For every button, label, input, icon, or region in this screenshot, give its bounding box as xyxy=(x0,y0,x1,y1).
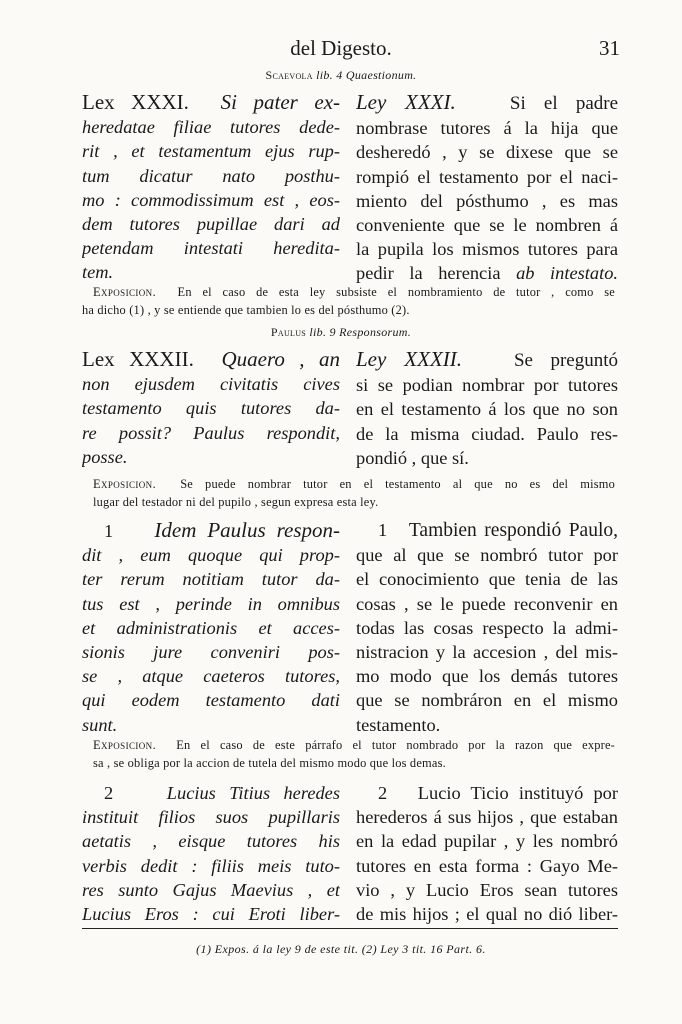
spanish-line: pedir la herencia ab intestato. xyxy=(356,263,618,284)
footnote-rule xyxy=(82,928,618,929)
spanish-line: tutores en esta forma : Gayo Me- xyxy=(356,855,618,876)
latin-line: Lex XXXI. Si pater ex- xyxy=(82,90,340,114)
exposition-3 xyxy=(93,736,615,772)
spanish-line: nistracion y la accesion , del mis- xyxy=(356,642,618,663)
exposition-line: sa , se obliga por la accion de tutela del mismo modo que los demas. xyxy=(93,756,446,770)
spanish-line: nombrase tutores á la hija que xyxy=(356,118,618,139)
spanish-text-paragraph-1 xyxy=(356,518,618,737)
spanish-text-ley-32 xyxy=(356,347,618,470)
latin-line: instituit filios suos pupillaris xyxy=(82,807,340,828)
latin-line: qui eodem testamento dati xyxy=(82,690,340,711)
spanish-line: desheredó , y se dixese que se xyxy=(356,142,618,163)
page-number: 31 xyxy=(599,36,620,60)
spanish-line: rompió el testamento por el naci- xyxy=(356,166,618,187)
latin-line: petendam intestati heredita- xyxy=(82,238,340,259)
spanish-line: de la misma ciudad. Paulo res- xyxy=(356,423,618,444)
source-work: lib. 4 Quaestionum. xyxy=(316,68,417,82)
latin-line: mo : commodissimum est , eos- xyxy=(82,189,340,210)
source-work: lib. 9 Responsorum. xyxy=(309,325,412,339)
spanish-line: conveniente que se le nombren á xyxy=(356,215,618,236)
latin-line: aetatis , eisque tutores his xyxy=(82,831,340,852)
latin-text-lex-31 xyxy=(82,90,340,285)
latin-line: res sunto Gajus Maevius , et xyxy=(82,879,340,900)
latin-line: heredatae filiae tutores dede- xyxy=(82,117,340,138)
spanish-line: si se podian nombrar por tutores xyxy=(356,375,618,396)
latin-line: sionis jure conveniri pos- xyxy=(82,642,340,663)
latin-text-lex-32 xyxy=(82,347,340,469)
spanish-line: miento del pósthumo , es mas xyxy=(356,190,618,211)
latin-line: tus est , perinde in omnibus xyxy=(82,593,340,614)
spanish-text-paragraph-2 xyxy=(356,781,618,926)
source-author: Paulus xyxy=(270,325,307,339)
latin-line: dit , eum quoque qui prop- xyxy=(82,545,340,566)
spanish-line: de mis hijos ; el qual no dió liber- xyxy=(356,904,618,925)
exposition-line: Exposicion. Se puede nombrar tutor en el testamento al que no es del mismo xyxy=(93,477,615,491)
latin-text-paragraph-2 xyxy=(82,781,340,926)
latin-line: se , atque caeteros tutores, xyxy=(82,666,340,687)
source-author: Scaevola xyxy=(265,68,313,82)
spanish-line: 2 Lucio Ticio instituyó por xyxy=(378,783,618,803)
latin-line: testamento quis tutores da- xyxy=(82,398,340,419)
latin-line: re possit? Paulus respondit, xyxy=(82,422,340,443)
spanish-line: 1 Tambien respondió Paulo, xyxy=(378,520,618,541)
latin-line: tum dicatur nato posthu- xyxy=(82,165,340,186)
latin-line: tem. xyxy=(82,262,114,283)
spanish-line: que al que se nombró tutor por xyxy=(356,545,618,566)
exposition-line: lugar del testador ni del pupilo , segun expresa esta ley. xyxy=(93,495,379,509)
exposition-line: ha dicho (1) , y se entiende que tambien lo es del pósthumo (2). xyxy=(82,303,410,317)
exposition-line: Exposicion. En el caso de esta ley subsiste el nombramiento de tutor , como se xyxy=(93,285,615,299)
running-head xyxy=(0,36,682,66)
latin-line: 2 Lucius Titius heredes xyxy=(104,783,340,803)
spanish-line: cosas , se le puede reconvenir en xyxy=(356,593,618,614)
spanish-line: pondió , que sí. xyxy=(356,447,469,468)
spanish-line: Ley XXXI. Si el padre xyxy=(356,90,618,114)
latin-line: dem tutores pupillae dari ad xyxy=(82,214,340,235)
spanish-line: herederos á sus hijos , que estaban xyxy=(356,807,618,828)
latin-text-paragraph-1 xyxy=(82,518,340,737)
spanish-line: en el testamento á los que no son xyxy=(356,399,618,420)
spanish-line: que se nombráron en el mismo xyxy=(356,690,618,711)
exposition-2 xyxy=(93,475,615,511)
spanish-line: mo modo que los demás tutores xyxy=(356,666,618,687)
exposition-line: Exposicion. En el caso de este párrafo el tutor nombrado por la razon que expre- xyxy=(93,738,615,752)
latin-line: verbis dedit : filiis meis tuto- xyxy=(82,855,340,876)
footnote: (1) Expos. á la ley 9 de este tit. (2) Ley 3 tit. 16 Part. 6. xyxy=(196,942,486,956)
latin-line: non ejusdem civitatis cives xyxy=(82,374,340,395)
spanish-line: la pupila los mismos tutores para xyxy=(356,239,618,260)
spanish-line: Ley XXXII. Se preguntó xyxy=(356,347,618,371)
page-title: del Digesto. xyxy=(290,36,392,60)
spanish-line: el conocimiento que tenia de las xyxy=(356,569,618,590)
latin-line: rit , et testamentum ejus rup- xyxy=(82,141,340,162)
latin-line: 1 Idem Paulus respon- xyxy=(104,518,340,542)
spanish-line: testamento. xyxy=(356,714,441,735)
spanish-line: todas las cosas respecto la admi- xyxy=(356,617,618,638)
latin-line: et administrationis et acces- xyxy=(82,617,340,638)
spanish-line: vio , y Lucio Eros sean tutores xyxy=(356,879,618,900)
latin-line: ter rerum notitiam tutor da- xyxy=(82,569,340,590)
source-citation-paulus xyxy=(0,325,682,340)
spanish-line: en la edad pupilar , y les nombró xyxy=(356,831,618,852)
source-citation-scaevola xyxy=(0,68,682,83)
exposition-1 xyxy=(82,283,615,319)
latin-line: Lex XXXII. Quaero , an xyxy=(82,347,340,371)
spanish-text-ley-31 xyxy=(356,90,618,286)
latin-line: Lucius Eros : cui Eroti liber- xyxy=(82,904,340,925)
latin-line: sunt. xyxy=(82,714,118,735)
latin-line: posse. xyxy=(82,446,128,467)
